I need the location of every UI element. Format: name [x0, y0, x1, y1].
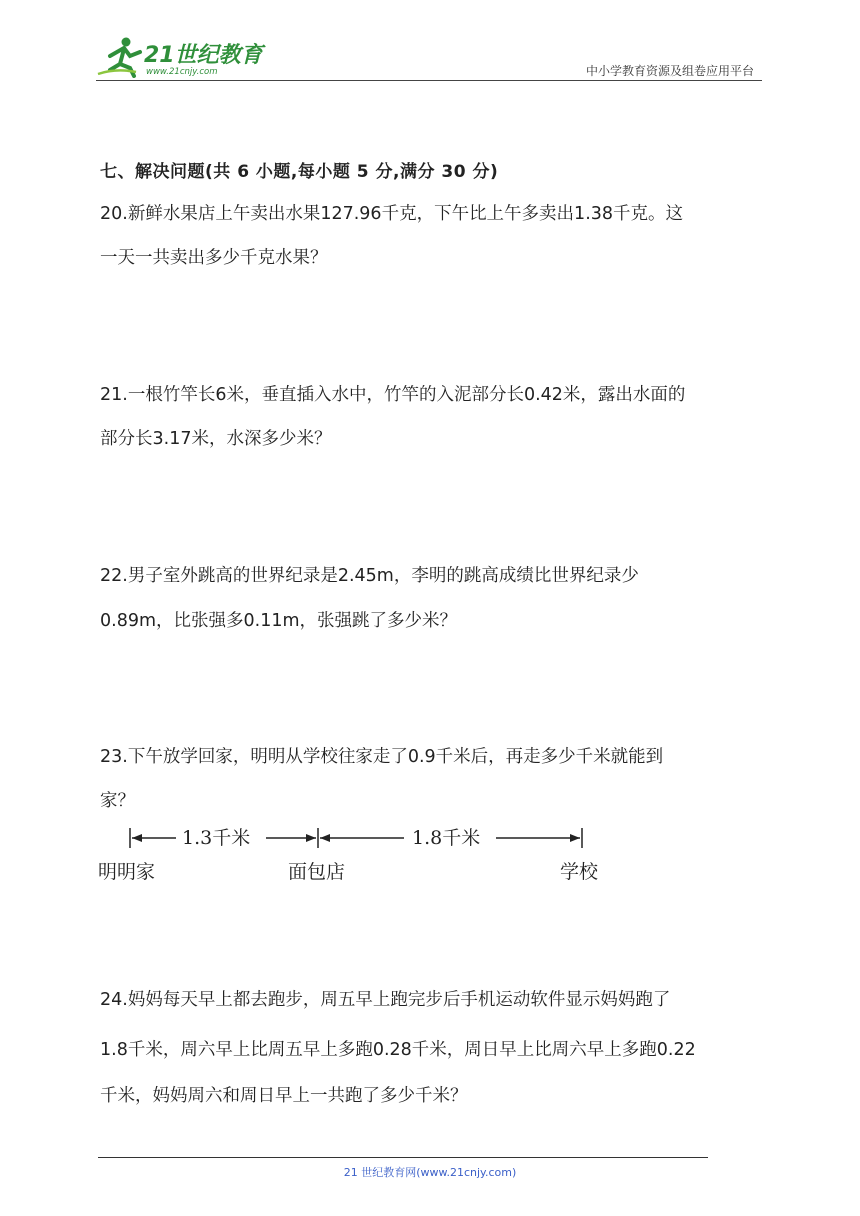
logo-url: www.21cnjy.com [146, 67, 218, 77]
point-school: 学校 [560, 861, 599, 883]
section-title: 七、解决问题(共 6 小题,每小题 5 分,满分 30 分) [100, 162, 499, 182]
brand-logo [96, 34, 266, 78]
arrow-right-icon [570, 834, 580, 842]
question-line: 1.8千米，周六早上比周五早上多跑0.28千米，周日早上比周六早上多跑0.22 [100, 1040, 696, 1060]
question-line: 24.妈妈每天早上都去跑步，周五早上跑完步后手机运动软件显示妈妈跑了 [100, 990, 671, 1010]
segment2-label: 1.8千米 [412, 827, 481, 849]
question-line: 23.下午放学回家，明明从学校往家走了0.9千米后，再走多少千米就能到 [100, 747, 664, 767]
runner-icon [98, 38, 140, 77]
question-line: 22.男子室外跳高的世界纪录是2.45m，李明的跳高成绩比世界纪录少 [100, 566, 639, 586]
segment1-label: 1.3千米 [182, 827, 251, 849]
point-bakery: 面包店 [288, 861, 346, 883]
logo-text: 21世纪教育 [144, 43, 263, 68]
distance-diagram [98, 822, 618, 892]
question-line: 20.新鲜水果店上午卖出水果127.96千克，下午比上午多卖出1.38千克。这 [100, 204, 684, 224]
point-home: 明明家 [98, 861, 156, 883]
question-line: 千米，妈妈周六和周日早上一共跑了多少千米？ [100, 1086, 468, 1106]
question-line: 一天一共卖出多少千克水果？ [100, 248, 328, 268]
arrow-left-icon [320, 834, 330, 842]
question-line: 家？ [100, 791, 135, 811]
question-line: 部分长3.17米，水深多少米？ [100, 429, 332, 449]
header-slogan: 中小学教育资源及组卷应用平台 [585, 64, 754, 78]
header-divider [96, 80, 762, 81]
footer-link[interactable]: 21 世纪教育网(www.21cnjy.com) [343, 1166, 517, 1179]
footer-divider [98, 1157, 708, 1158]
question-line: 21.一根竹竿长6米，垂直插入水中，竹竿的入泥部分长0.42米，露出水面的 [100, 385, 686, 405]
arrow-left-icon [132, 834, 142, 842]
question-line: 0.89m，比张强多0.11m，张强跳了多少米？ [100, 611, 458, 631]
arrow-right-icon [306, 834, 316, 842]
